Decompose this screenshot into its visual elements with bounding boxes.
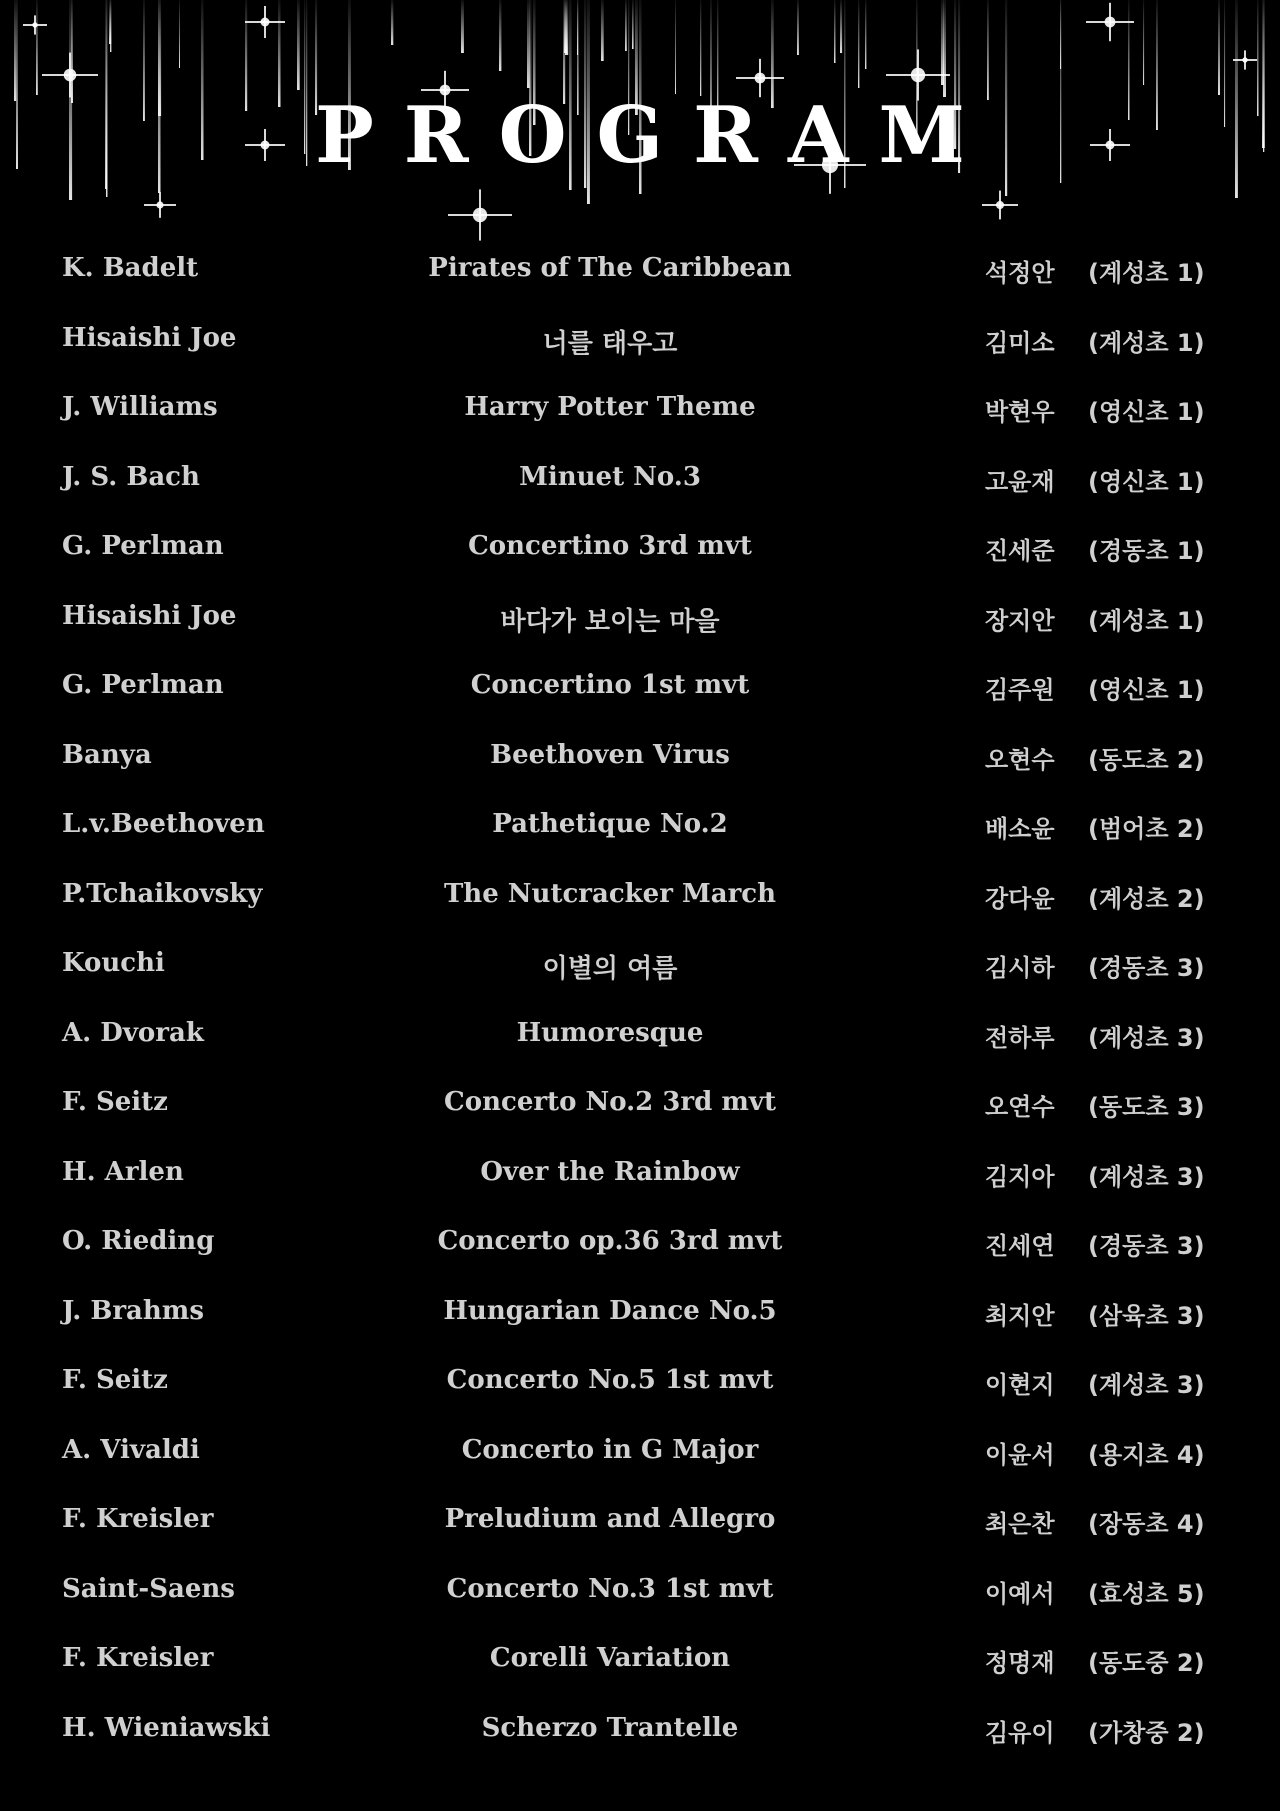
piece-title: Concerto in G Major — [461, 1434, 759, 1465]
sparkle-streak — [36, 0, 38, 95]
piece-title: 바다가 보이는 마을 — [500, 606, 720, 637]
performer-school: (계성초 1) — [1088, 259, 1205, 287]
performer-name: 최은찬 — [985, 1510, 1055, 1538]
performer-name: 김시하 — [985, 954, 1055, 982]
performer-name: 김유이 — [985, 1718, 1055, 1747]
performer-school: (경동초 3) — [1088, 954, 1205, 982]
starry-header — [0, 0, 1280, 245]
sparkle-streak — [943, 0, 946, 97]
composer-name: H. Arlen — [62, 1156, 184, 1187]
performer-school: (동도초 3) — [1088, 1093, 1205, 1121]
program-row — [0, 1559, 1280, 1629]
sparkle-streak — [987, 0, 989, 100]
performer-name: 오현수 — [985, 745, 1055, 774]
program-row — [0, 1628, 1280, 1698]
performer-name: 강다윤 — [985, 884, 1055, 913]
piece-title: Humoresque — [516, 1017, 704, 1048]
composer-name: F. Kreisler — [62, 1643, 214, 1673]
program-row — [0, 1211, 1280, 1281]
program-row — [0, 864, 1280, 934]
sparkle-streak — [601, 0, 604, 61]
composer-name: L.v.Beethoven — [62, 809, 265, 839]
composer-name: Banya — [62, 739, 152, 770]
sparkle-streak — [297, 0, 300, 90]
program-row — [0, 1003, 1280, 1073]
program-row — [0, 1142, 1280, 1212]
piece-title: Harry Potter Theme — [464, 392, 756, 422]
performer-school: (계성초 1) — [1088, 328, 1205, 357]
sparkle-streak — [391, 0, 393, 45]
sparkle-streak — [179, 0, 180, 68]
composer-name: F. Seitz — [62, 1365, 168, 1395]
program-list — [0, 238, 1280, 1767]
composer-name: Hisaishi Joe — [62, 600, 237, 631]
sparkle-streak — [840, 0, 842, 53]
program-row — [0, 1072, 1280, 1142]
sparkle-streak — [564, 0, 567, 53]
performer-name: 석정안 — [985, 259, 1055, 287]
sparkle-streak — [675, 0, 676, 94]
performer-name: 배소윤 — [985, 815, 1055, 843]
performer-name: 장지안 — [985, 606, 1055, 635]
sparkle-streak — [797, 0, 799, 55]
performer-name: 이예서 — [985, 1579, 1055, 1608]
piece-title: Concerto No.2 3rd mvt — [444, 1087, 776, 1117]
composer-name: Hisaishi Joe — [62, 322, 237, 353]
piece-title: Pirates of The Caribbean — [428, 253, 792, 283]
performer-name: 진세연 — [985, 1232, 1055, 1260]
composer-name: Kouchi — [62, 948, 165, 978]
composer-name: A. Vivaldi — [62, 1434, 200, 1465]
sparkle-streak — [700, 0, 701, 96]
performer-name: 오연수 — [985, 1093, 1055, 1121]
performer-school: (계성초 3) — [1088, 1371, 1205, 1399]
performer-name: 박현우 — [985, 398, 1055, 426]
performer-name: 전하루 — [985, 1023, 1055, 1052]
performer-school: (동도초 2) — [1088, 745, 1205, 774]
performer-school: (범어초 2) — [1088, 815, 1205, 843]
program-row — [0, 586, 1280, 656]
performer-name: 이현지 — [985, 1371, 1055, 1399]
performer-name: 고윤재 — [985, 467, 1055, 496]
piece-title: Pathetique No.2 — [492, 809, 728, 839]
piece-title: Scherzo Trantelle — [481, 1712, 739, 1743]
composer-name: F. Seitz — [62, 1087, 168, 1117]
composer-name: J. Brahms — [62, 1295, 204, 1326]
piece-title: Preludium and Allegro — [444, 1504, 776, 1534]
page-title: PROGRAM — [315, 90, 995, 181]
program-row — [0, 1698, 1280, 1768]
sparkle-star — [448, 189, 512, 240]
sparkle-streak — [461, 0, 464, 53]
composer-name: A. Dvorak — [62, 1017, 204, 1048]
program-row — [0, 308, 1280, 378]
piece-title: Over the Rainbow — [480, 1156, 740, 1187]
program-row — [0, 516, 1280, 586]
composer-name: G. Perlman — [62, 670, 224, 700]
program-row — [0, 1350, 1280, 1420]
performer-school: (삼육초 3) — [1088, 1301, 1205, 1330]
sparkle-streak — [14, 0, 16, 101]
performer-name: 이윤서 — [985, 1440, 1055, 1469]
performer-school: (영신초 1) — [1088, 398, 1205, 426]
sparkle-streak — [499, 0, 501, 71]
sparkle-star — [982, 191, 1018, 220]
sparkle-streak — [625, 0, 627, 51]
performer-school: (계성초 3) — [1088, 1023, 1205, 1052]
sparkle-streak — [1143, 0, 1144, 85]
program-row — [0, 1281, 1280, 1351]
piece-title: Hungarian Dance No.5 — [443, 1295, 777, 1326]
sparkle-star — [144, 192, 176, 218]
composer-name: P.Tchaikovsky — [62, 878, 263, 909]
program-row — [0, 238, 1280, 308]
performer-name: 김지아 — [985, 1162, 1055, 1191]
piece-title: 너를 태우고 — [542, 328, 678, 359]
performer-school: (가창중 2) — [1088, 1718, 1205, 1747]
program-row — [0, 1420, 1280, 1490]
sparkle-star — [1086, 3, 1134, 41]
performer-school: (경동초 1) — [1088, 537, 1205, 565]
program-row — [0, 725, 1280, 795]
composer-name: O. Rieding — [62, 1226, 215, 1256]
piece-title: Beethoven Virus — [490, 739, 730, 770]
sparkle-streak — [858, 0, 859, 88]
performer-school: (영신초 1) — [1088, 676, 1205, 704]
piece-title: Minuet No.3 — [519, 461, 701, 492]
performer-school: (효성초 5) — [1088, 1579, 1205, 1608]
program-row — [0, 933, 1280, 1003]
performer-school: (계성초 2) — [1088, 884, 1205, 913]
performer-school: (용지초 4) — [1088, 1440, 1205, 1469]
performer-name: 김미소 — [985, 328, 1055, 357]
piece-title: The Nutcracker March — [443, 878, 777, 909]
piece-title: Concerto No.5 1st mvt — [446, 1365, 774, 1395]
composer-name: H. Wieniawski — [62, 1712, 271, 1743]
program-row — [0, 377, 1280, 447]
piece-title: Concerto No.3 1st mvt — [446, 1573, 774, 1604]
performer-school: (계성초 1) — [1088, 606, 1205, 635]
performer-name: 정명재 — [985, 1649, 1055, 1677]
performer-school: (장동초 4) — [1088, 1510, 1205, 1538]
composer-name: J. Williams — [62, 392, 218, 422]
piece-title: Corelli Variation — [489, 1643, 731, 1673]
sparkle-streak — [632, 0, 634, 49]
performer-school: (동도중 2) — [1088, 1649, 1205, 1677]
composer-name: J. S. Bach — [62, 461, 200, 492]
composer-name: K. Badelt — [62, 253, 199, 283]
piece-title: Concertino 1st mvt — [470, 670, 750, 700]
composer-name: Saint-Saens — [62, 1573, 235, 1604]
program-row — [0, 447, 1280, 517]
sparkle-star — [23, 15, 47, 34]
program-row — [0, 794, 1280, 864]
sparkle-streak — [110, 0, 111, 52]
composer-name: F. Kreisler — [62, 1504, 214, 1534]
program-row — [0, 1489, 1280, 1559]
sparkle-streak — [834, 0, 836, 63]
sparkle-streak — [865, 0, 866, 69]
sparkle-streak — [1218, 0, 1220, 95]
performer-name: 진세준 — [985, 537, 1055, 565]
performer-name: 최지안 — [985, 1301, 1055, 1330]
performer-school: (영신초 1) — [1088, 467, 1205, 496]
piece-title: 이별의 여름 — [542, 954, 678, 984]
piece-title: Concerto op.36 3rd mvt — [437, 1226, 783, 1256]
performer-name: 김주원 — [985, 676, 1055, 704]
piece-title: Concertino 3rd mvt — [468, 531, 752, 561]
performer-school: (경동초 3) — [1088, 1232, 1205, 1260]
composer-name: G. Perlman — [62, 531, 224, 561]
performer-school: (계성초 3) — [1088, 1162, 1205, 1191]
program-row — [0, 655, 1280, 725]
